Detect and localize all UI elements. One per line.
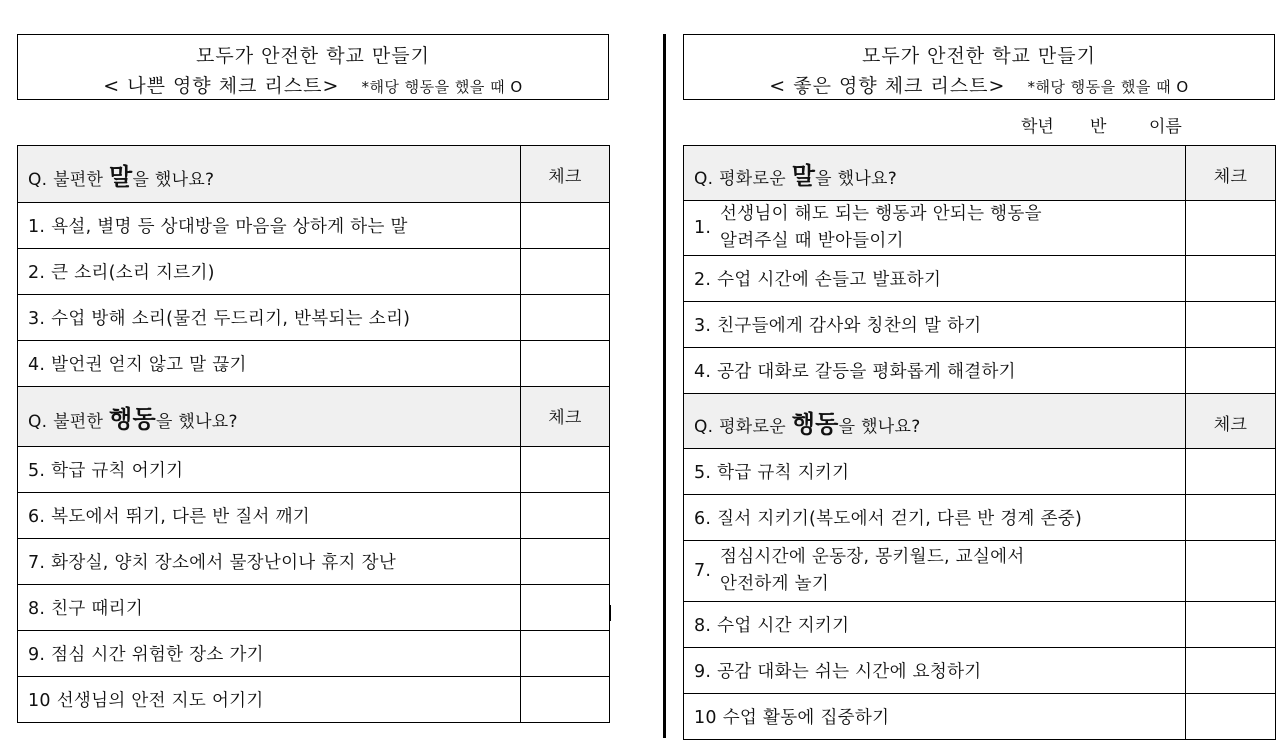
checklist-item: 6. 복도에서 뛰기, 다른 반 질서 깨기	[18, 493, 521, 539]
check-box[interactable]	[521, 249, 610, 295]
left-subtitle: < 나쁜 영향 체크 리스트>	[103, 75, 340, 97]
check-column-header: 체크	[1186, 146, 1276, 201]
table-row	[18, 447, 610, 493]
check-box[interactable]	[1186, 256, 1276, 302]
table-row	[684, 694, 1276, 740]
right-subtitle: < 좋은 영향 체크 리스트>	[769, 75, 1006, 97]
check-column-header: 체크	[1186, 394, 1276, 449]
check-box[interactable]	[521, 447, 610, 493]
check-box[interactable]	[1186, 541, 1276, 602]
grade-label: 학년	[1021, 117, 1054, 137]
check-box[interactable]	[521, 341, 610, 387]
right-question-2: Q. 평화로운 행동을 했나요?	[684, 394, 1186, 449]
right-title: 모두가 안전한 학교 만들기	[861, 45, 1096, 67]
table-row	[18, 677, 610, 723]
checklist-item: 2. 큰 소리(소리 지르기)	[18, 249, 521, 295]
checklist-item: 6. 질서 지키기(복도에서 걷기, 다른 반 경계 존중)	[684, 495, 1186, 541]
table-row	[684, 495, 1276, 541]
name-label: 이름	[1149, 117, 1182, 137]
left-note: *해당 행동을 했을 때 O	[361, 78, 523, 96]
divider-mark	[609, 605, 611, 621]
check-box[interactable]	[521, 677, 610, 723]
left-title-box	[17, 34, 609, 100]
check-box[interactable]	[521, 631, 610, 677]
checklist-item: 4. 공감 대화로 갈등을 평화롭게 해결하기	[684, 348, 1186, 394]
table-row	[18, 341, 610, 387]
check-box[interactable]	[521, 493, 610, 539]
right-section-1-header	[684, 146, 1276, 201]
checklist-item: 2. 수업 시간에 손들고 발표하기	[684, 256, 1186, 302]
left-section-2-header	[18, 387, 610, 447]
checklist-item: 1. 욕설, 별명 등 상대방을 마음을 상하게 하는 말	[18, 203, 521, 249]
checklist-item: 1. 선생님이 해도 되는 행동과 안되는 행동을 알려주실 때 받아들이기	[684, 201, 1186, 256]
table-row	[684, 602, 1276, 648]
checklist-item: 8. 수업 시간 지키기	[684, 602, 1186, 648]
checklist-item: 10 선생님의 안전 지도 어기기	[18, 677, 521, 723]
table-row	[18, 539, 610, 585]
right-question-1: Q. 평화로운 말을 했나요?	[684, 146, 1186, 201]
table-row	[684, 541, 1276, 602]
checklist-item: 9. 공감 대화는 쉬는 시간에 요청하기	[684, 648, 1186, 694]
right-section-2-header	[684, 394, 1276, 449]
table-row	[18, 585, 610, 631]
table-row	[18, 295, 610, 341]
check-box[interactable]	[1186, 602, 1276, 648]
class-label: 반	[1090, 117, 1107, 137]
checklist-item: 7. 점심시간에 운동장, 몽키월드, 교실에서 안전하게 놀기	[684, 541, 1186, 602]
checklist-item: 7. 화장실, 양치 장소에서 물장난이나 휴지 장난	[18, 539, 521, 585]
table-row	[684, 648, 1276, 694]
table-row	[684, 256, 1276, 302]
table-row	[18, 249, 610, 295]
check-column-header: 체크	[521, 146, 610, 203]
table-row	[18, 631, 610, 677]
checklist-item: 9. 점심 시간 위험한 장소 가기	[18, 631, 521, 677]
left-section-1-header	[18, 146, 610, 203]
check-box[interactable]	[521, 539, 610, 585]
table-row	[18, 203, 610, 249]
left-question-2: Q. 불편한 행동을 했나요?	[18, 387, 521, 447]
check-box[interactable]	[1186, 694, 1276, 740]
checklist-item: 4. 발언권 얻지 않고 말 끊기	[18, 341, 521, 387]
check-box[interactable]	[521, 585, 610, 631]
check-box[interactable]	[1186, 201, 1276, 256]
check-box[interactable]	[1186, 449, 1276, 495]
check-box[interactable]	[1186, 348, 1276, 394]
checklist-item: 8. 친구 때리기	[18, 585, 521, 631]
right-note: *해당 행동을 했을 때 O	[1027, 78, 1189, 96]
checklist-item: 5. 학급 규칙 지키기	[684, 449, 1186, 495]
check-column-header: 체크	[521, 387, 610, 447]
left-question-1: Q. 불편한 말을 했나요?	[18, 146, 521, 203]
right-checklist-table	[683, 145, 1276, 740]
check-box[interactable]	[1186, 302, 1276, 348]
check-box[interactable]	[521, 203, 610, 249]
center-divider	[663, 34, 666, 738]
table-row	[684, 348, 1276, 394]
table-row	[684, 449, 1276, 495]
checklist-item: 3. 친구들에게 감사와 칭찬의 말 하기	[684, 302, 1186, 348]
table-row	[684, 201, 1276, 256]
left-title: 모두가 안전한 학교 만들기	[195, 45, 430, 67]
check-box[interactable]	[1186, 495, 1276, 541]
checklist-item: 3. 수업 방해 소리(물건 두드리기, 반복되는 소리)	[18, 295, 521, 341]
table-row	[18, 493, 610, 539]
table-row	[684, 302, 1276, 348]
checklist-item: 5. 학급 규칙 어기기	[18, 447, 521, 493]
check-box[interactable]	[1186, 648, 1276, 694]
left-checklist-table	[17, 145, 610, 723]
checklist-item: 10 수업 활동에 집중하기	[684, 694, 1186, 740]
check-box[interactable]	[521, 295, 610, 341]
right-title-box	[683, 34, 1275, 100]
